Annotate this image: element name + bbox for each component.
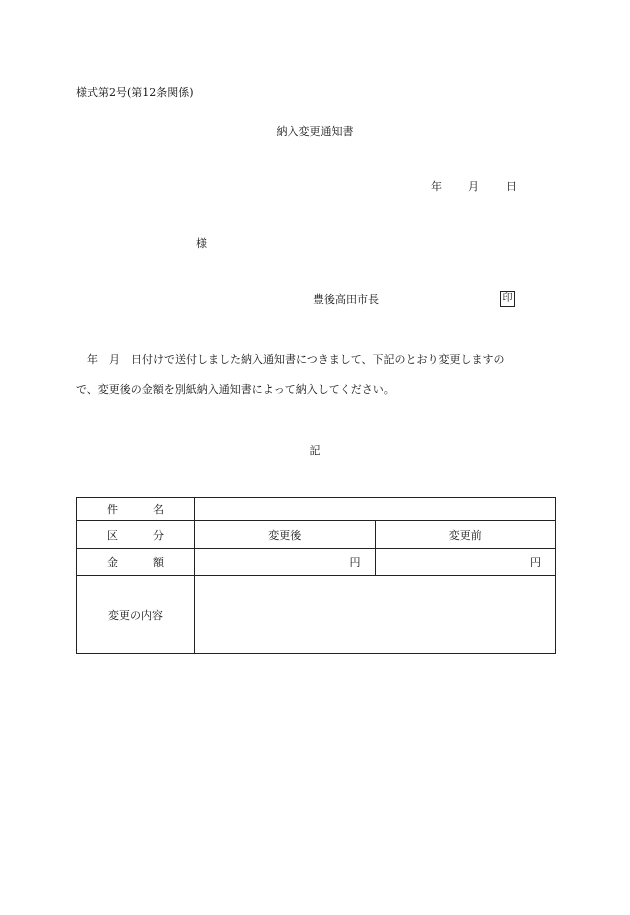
change-details-table [76,497,556,654]
division-label-char-1: 区 [107,528,118,542]
content-value-cell [195,576,556,654]
ki-heading: 記 [309,444,321,457]
amount-label-cell [77,549,195,576]
table-row-division [77,521,556,549]
table-row-content [77,576,556,654]
form-number: 様式第2号(第12条関係) [76,86,194,99]
table-row-amount [77,549,556,576]
date-day-label: 日 [506,180,517,193]
before-amount-unit: 円 [530,556,541,569]
division-label-char-2: 分 [153,528,164,542]
subject-value-cell [195,498,556,521]
amount-label-char-1: 金 [107,556,118,569]
after-amount-unit: 円 [349,556,361,569]
before-change-header: 変更前 [375,521,556,549]
after-change-header: 変更後 [195,521,376,549]
document-title: 納入変更通知書 [276,125,354,138]
subject-label-char-2: 名 [153,503,164,516]
before-amount-cell [375,549,556,576]
body-text-line-2: で、変更後の金額を別紙納入通知書によって納入してください。 [76,383,395,396]
after-amount-cell [195,549,376,576]
date-month-label: 月 [468,180,479,193]
table-row-subject [77,498,556,521]
amount-label-char-2: 額 [153,556,164,569]
content-label-cell: 変更の内容 [77,576,195,654]
date-year-label: 年 [431,180,442,193]
body-text-line-1: 年 月 日付けで送付しました納入通知書につきまして、下記のとおり変更しますの [76,353,505,366]
seal-mark: 印 [500,291,515,307]
issuer-name: 豊後高田市長 [313,293,379,306]
subject-label-cell [77,498,195,521]
division-label-cell [77,521,195,549]
subject-label-char-1: 件 [107,503,118,516]
addressee-honorific: 様 [196,237,207,250]
